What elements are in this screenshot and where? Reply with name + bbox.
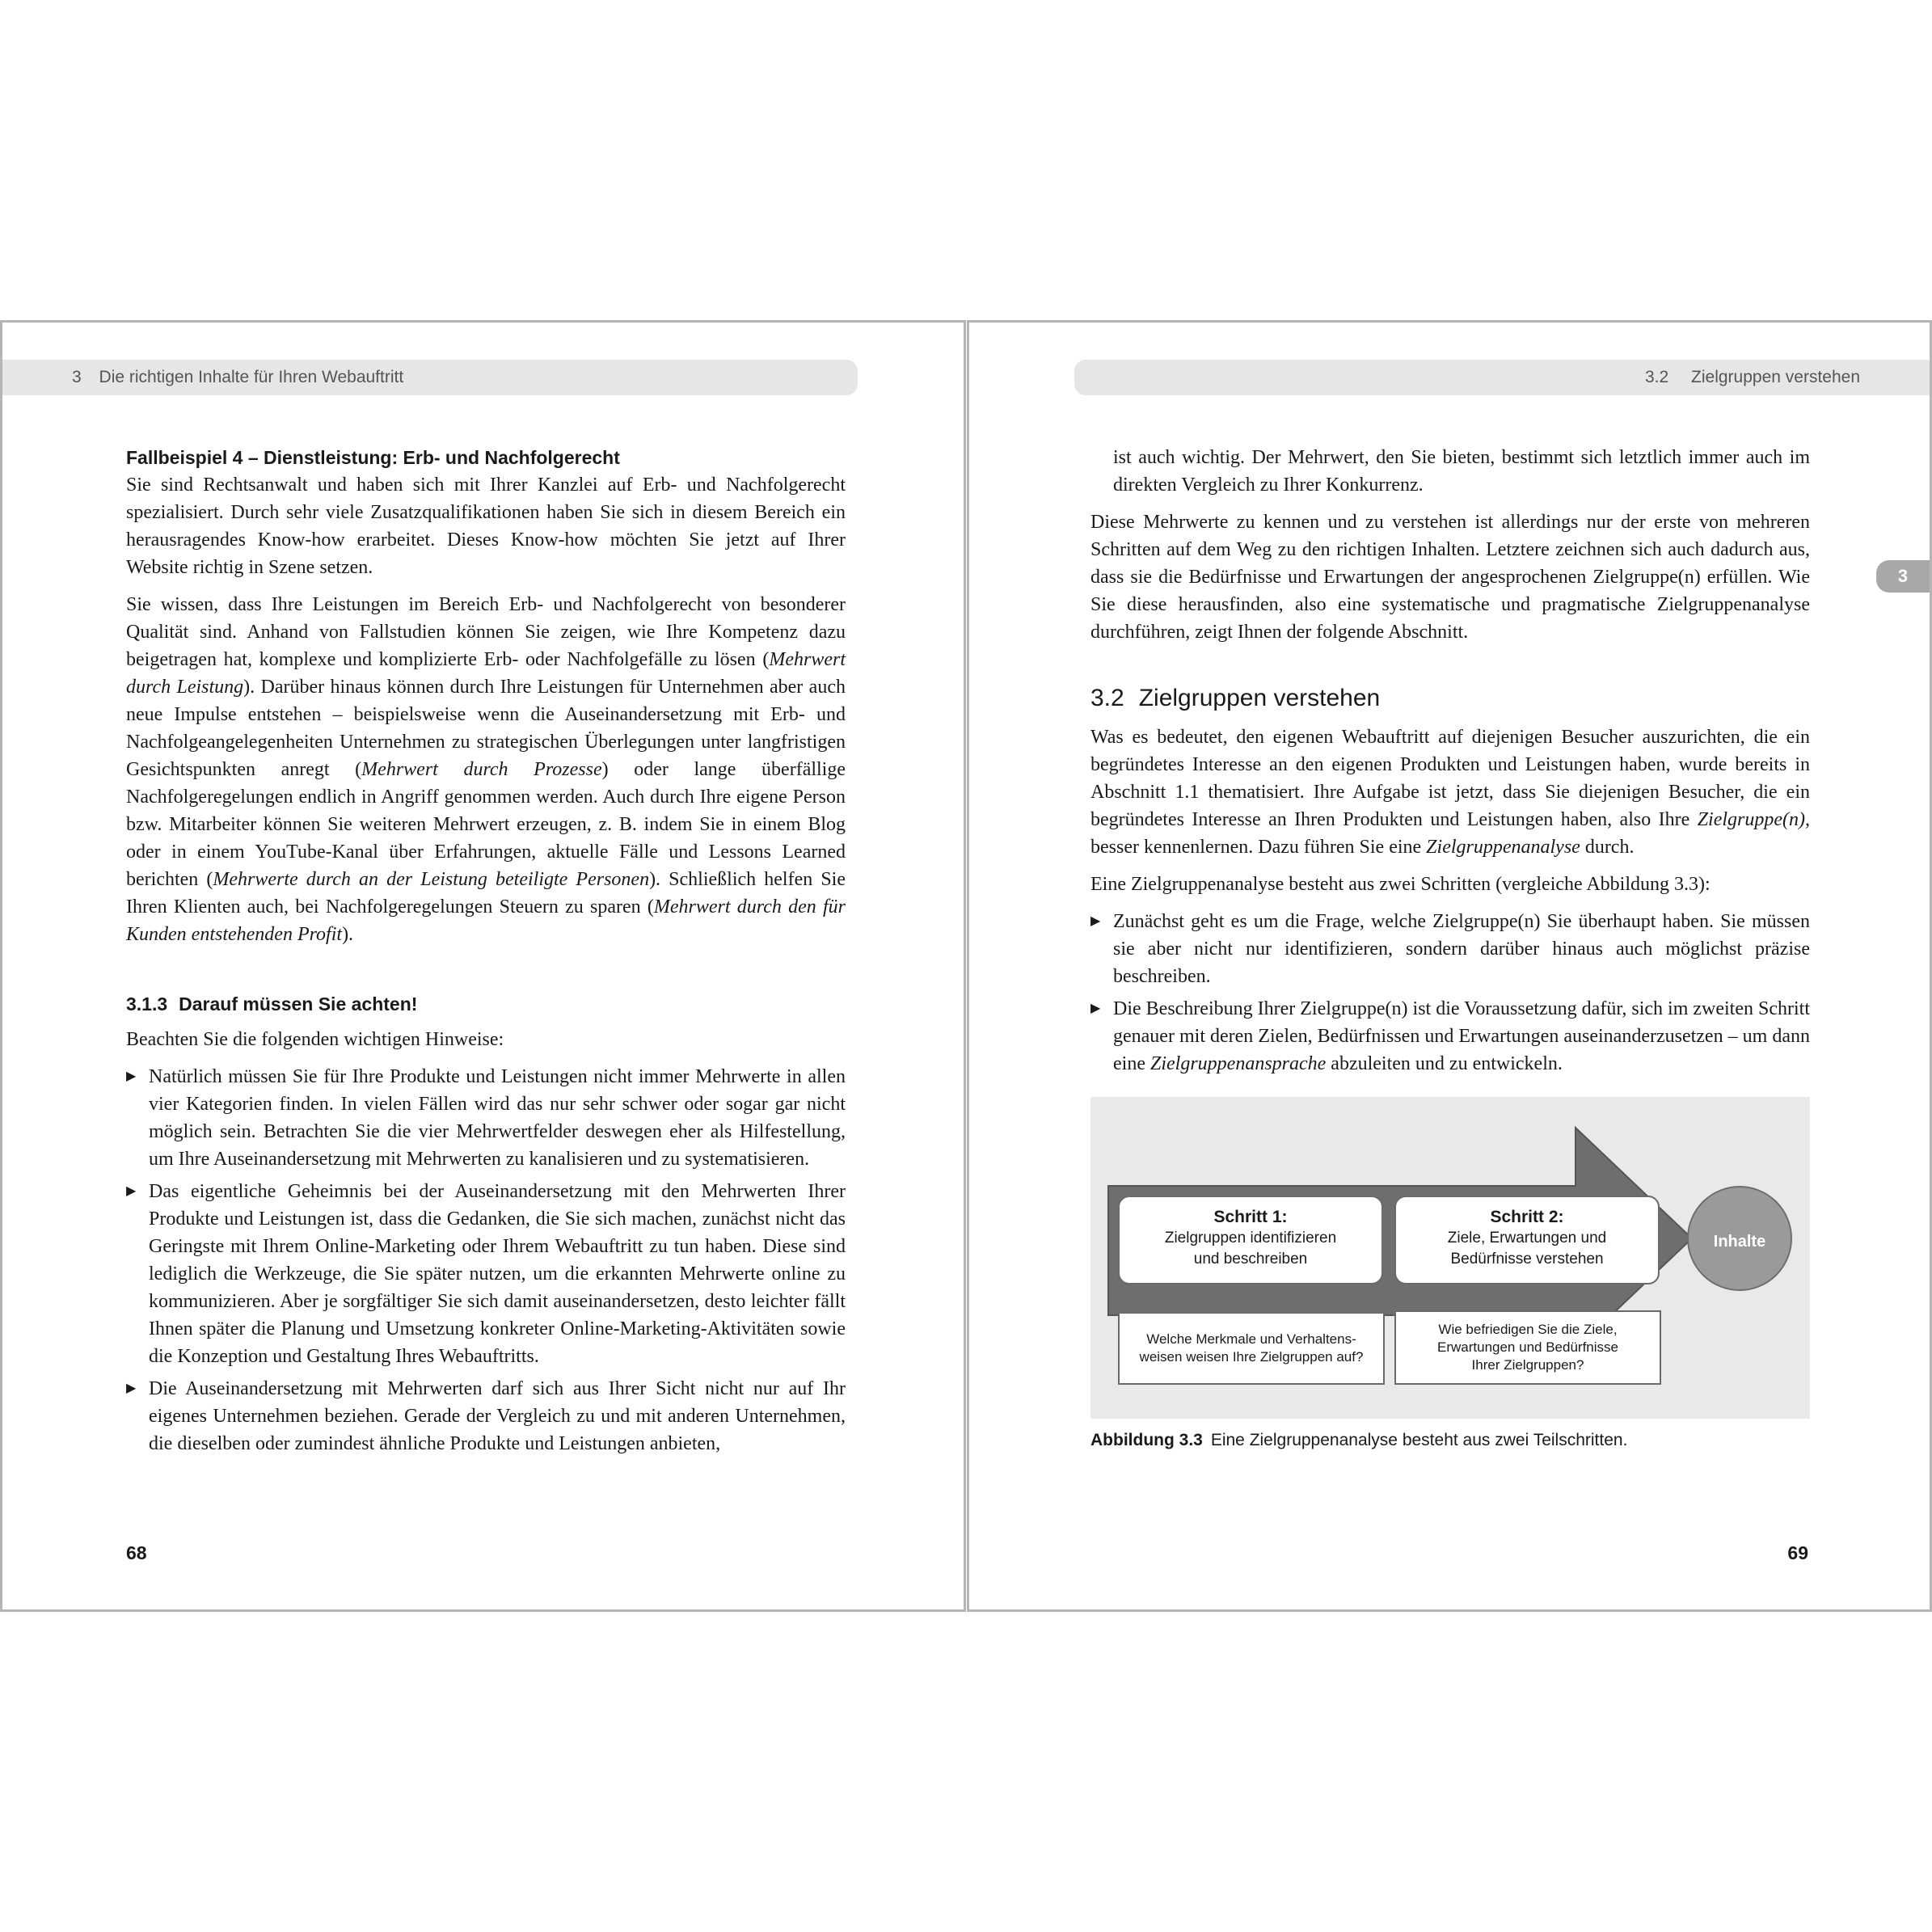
case-study-title: Fallbeispiel 4 – Dienstleistung: Erb- und Nachfolgerecht [126, 447, 620, 468]
hint-list [126, 1063, 846, 1457]
bullet-icon: ▶ [126, 1069, 137, 1083]
chapter-title: Die richtigen Inhalte für Ihren Webauftritt [99, 368, 404, 386]
list-item: ▶ Die Auseinandersetzung mit Mehrwerten darf sich aus Ihrer Sicht nicht nur auf Ihr eigenes Unternehmen beziehen. Gerade der Vergleich zu und mit anderen Unternehmen, die dieselben oder zumindest ähnliche Produkte und Leistungen anbieten, [126, 1375, 846, 1457]
running-header-left [2, 360, 858, 395]
chapter-thumb-tab: 3 [1876, 560, 1930, 593]
figure-zielgruppenanalyse [1090, 1097, 1810, 1419]
paragraph: Eine Zielgruppenanalyse besteht aus zwei Schritten (vergleiche Abbildung 3.3): [1090, 874, 1711, 895]
bullet-icon: ▶ [1090, 1002, 1101, 1015]
case-paragraph-2: Sie wissen, dass Ihre Leistungen im Bereich Erb- und Nachfolgerecht von besonderer Qualität sind. Anhand von Fallstudien können Sie zeigen, wie Ihre Kompetenz dazu beigetragen hat, komplexe und komplizierte Erb- oder Nachfolgefälle zu lösen (Mehrwert durch Leistung). Darüber hinaus können durch Ihre Leistungen für Unternehmen aber auch neue Impulse entstehen – beispielsweise wenn die Auseinandersetzung mit Erb- und Nachfolgeangelegenheiten Unternehmen zu strategischen Überlegungen unter langfristigen Gesichtspunkten anregt (Mehrwert durch Prozesse) oder lange überfällige Nachfolgeregelungen endlich in Angriff genommen werden. Auch durch Ihre eigene Person bzw. Mitarbeiter können Sie weiteren Mehrwert erzeugen, z. B. indem Sie in einem Blog oder in einem YouTube-Kanal über Erfahrungen, aktuelle Fälle und Lessons Learned berichten (Mehrwerte durch an der Leistung beteiligte Personen). Schließlich helfen Sie Ihren Klienten auch, bei Nachfolgeregelungen Steuern zu sparen (Mehrwert durch den für Kunden entstehenden Profit). [126, 594, 846, 945]
running-header-right [1074, 360, 1930, 395]
section-title: Zielgruppen verstehen [1691, 368, 1860, 386]
list-item: ▶ Natürlich müssen Sie für Ihre Produkte und Leistungen nicht immer Mehrwerte in allen vier Kategorien finden. In vielen Fällen wird das nur sehr schwer oder sogar gar nicht möglich sein. Betrachten Sie die vier Mehrwertfelder deswegen eher als Hilfestellung, um Ihre Auseinandersetzung mit Mehrwerten zu kanalisieren und zu systematisieren. [126, 1063, 846, 1173]
bullet-icon: ▶ [1090, 914, 1101, 928]
paragraph: Diese Mehrwerte zu kennen und zu verstehen ist allerdings nur der erste von mehreren Schritten auf dem Weg zu den richtigen Inhalten. Letztere zeichnen sich auch dadurch aus, dass sie die Bedürfnisse und Erwartungen der angesprochenen Zielgruppe(n) erfüllen. Wie Sie diese herausfinden, also eine systematische und pragmatische Zielgruppenanalyse durchführen, zeigt Ihnen der folgende Abschnitt. [1090, 512, 1810, 643]
step-2-box: Schritt 2: Ziele, Erwartungen und Bedürfnisse verstehen [1394, 1196, 1660, 1284]
right-page-body [1090, 444, 1810, 1454]
section-number: 3.2 [1644, 368, 1669, 386]
section-heading: 3.2 Zielgruppen verstehen [1090, 685, 1381, 711]
list-item: ▶ Zunächst geht es um die Frage, welche Zielgruppe(n) Sie überhaupt haben. Sie müssen sie aber nicht nur identifizieren, sondern darüber hinaus auch möglichst präzise beschreiben. [1090, 908, 1810, 990]
question-1-box: Welche Merkmale und Verhaltens- weisen weisen Ihre Zielgruppen auf? [1118, 1312, 1385, 1385]
right-page [967, 320, 1932, 1612]
step-list [1090, 908, 1810, 1078]
subsection-heading: 3.1.3 Darauf müssen Sie achten! [126, 993, 418, 1015]
left-page-body [126, 444, 846, 1462]
subsection-intro: Beachten Sie die folgenden wichtigen Hinweise: [126, 1029, 504, 1050]
page-number: 68 [126, 1542, 147, 1563]
continuation-text: ist auch wichtig. Der Mehrwert, den Sie bieten, bestimmt sich letztlich immer auch im direkten Vergleich zu Ihrer Konkurrenz. [1113, 447, 1810, 496]
question-2-box: Wie befriedigen Sie die Ziele, Erwartungen und Bedürfnisse Ihrer Zielgruppen? [1394, 1310, 1661, 1385]
bullet-icon: ▶ [126, 1382, 137, 1395]
paragraph: Was es bedeutet, den eigenen Webauftritt auf diejenigen Besucher auszurichten, die ein begründetes Interesse an den eigenen Produkten und Leistungen haben, wurde bereits in Abschnitt 1.1 thematisiert. Ihre Aufgabe ist jetzt, dass Sie diejenigen Besucher, die ein begründetes Interesse an Ihren Produkten und Leistungen haben, also Ihre Zielgruppe(n), besser kennenlernen. Dazu führen Sie eine Zielgruppenanalyse durch. [1090, 727, 1810, 858]
page-number: 69 [1787, 1542, 1808, 1563]
left-page [0, 320, 966, 1612]
figure-caption: Abbildung 3.3 Eine Zielgruppenanalyse besteht aus zwei Teilschritten. [1090, 1431, 1628, 1449]
list-item: ▶ Die Beschreibung Ihrer Zielgruppe(n) ist die Voraussetzung dafür, sich im zweiten Schritt genauer mit deren Zielen, Bedürfnissen und Erwartungen auseinanderzusetzen – um dann eine Zielgruppenansprache abzuleiten und zu entwickeln. [1090, 995, 1810, 1078]
step-1-box: Schritt 1: Zielgruppen identifizieren und beschreiben [1118, 1196, 1383, 1284]
result-label: Inhalte [1713, 1233, 1766, 1251]
bullet-icon: ▶ [126, 1184, 137, 1198]
chapter-number: 3 [72, 368, 82, 386]
list-item: ▶ Das eigentliche Geheimnis bei der Auseinandersetzung mit den Mehrwerten Ihrer Produkte und Leistungen ist, dass die Gedanken, die Sie sich machen, zunächst nicht das Geringste mit Ihrem Online-Marketing oder Ihrem Webauftritt zu tun haben. Diese sind lediglich die Werkzeuge, die Sie später nutzen, um die erkannten Mehrwerte online zu kommunizieren. Aber je sorgfältiger Sie sich damit auseinandersetzen, desto leichter fällt Ihnen später die Planung und Umsetzung konkreter Online-Marketing-Aktivitäten sowie die Konzeption und Gestaltung Ihres Webauftritts. [126, 1178, 846, 1370]
case-paragraph-1: Sie sind Rechtsanwalt und haben sich mit Ihrer Kanzlei auf Erb- und Nachfolgerecht spezialisiert. Durch sehr viele Zusatzqualifikationen haben Sie sich in diesem Bereich ein herausragendes Know-how erarbeitet. Dieses Know-how möchten Sie jetzt auf Ihrer Website richtig in Szene setzen. [126, 475, 846, 578]
